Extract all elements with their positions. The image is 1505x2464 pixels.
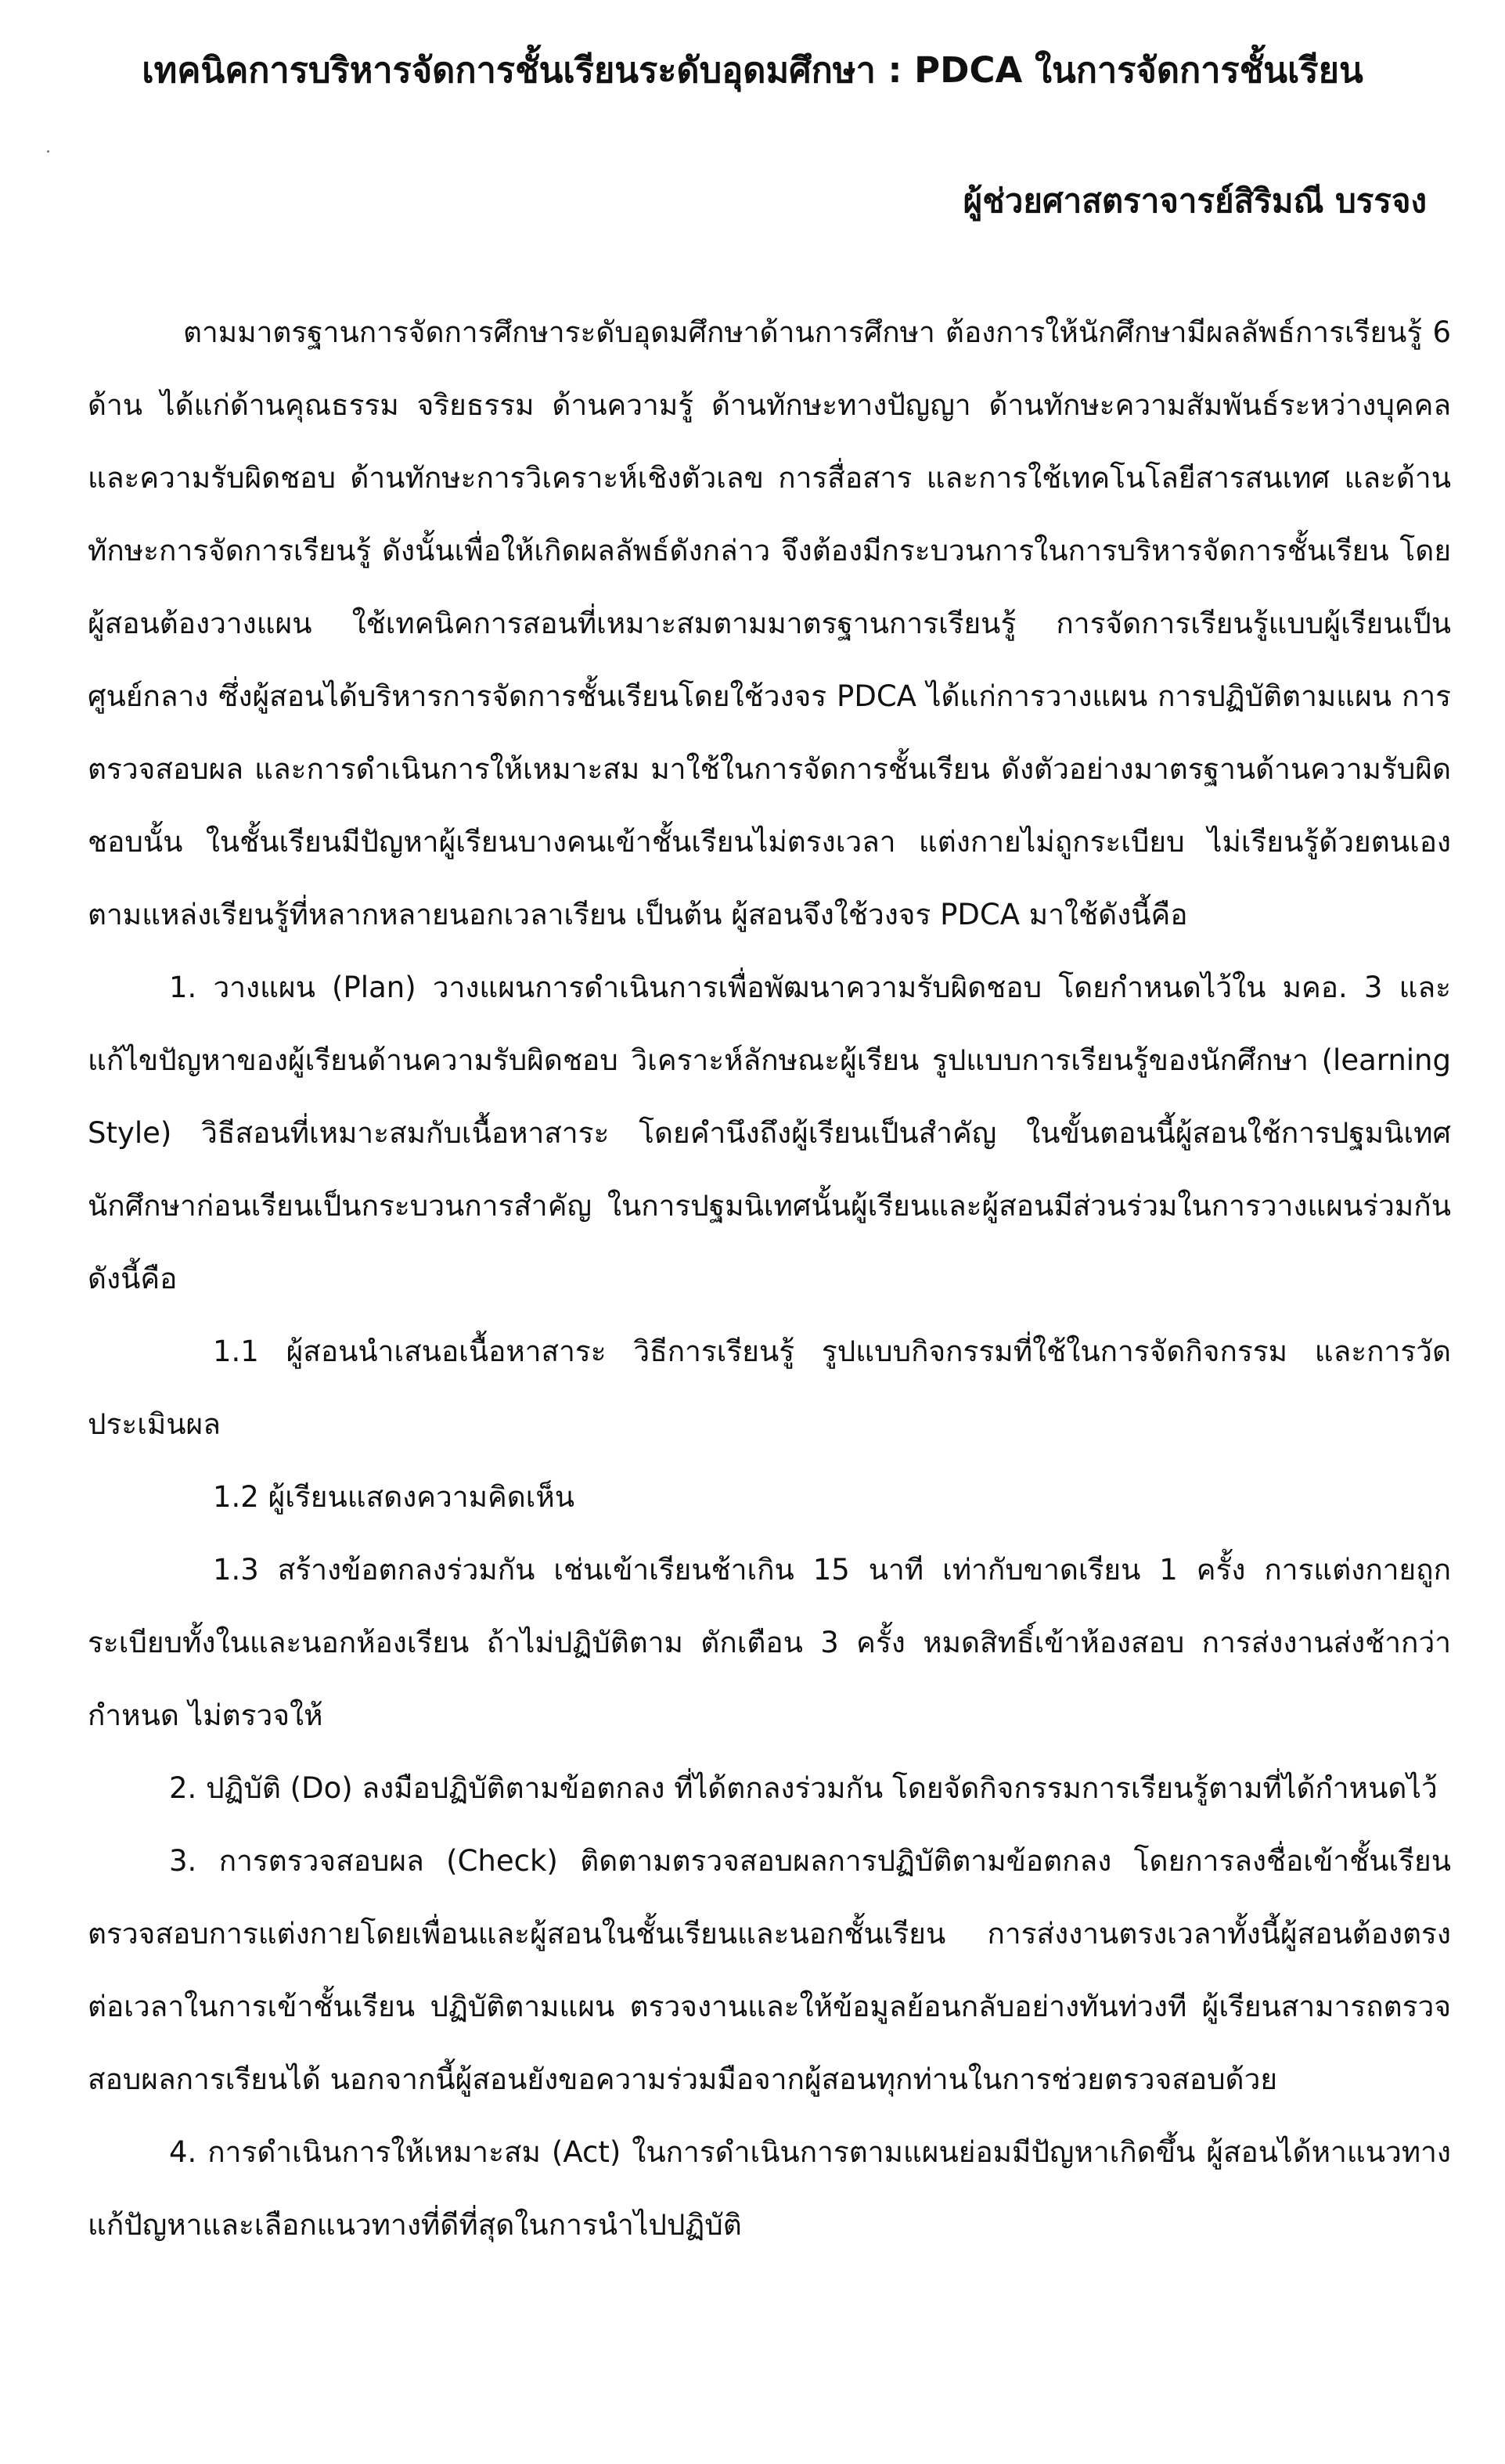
step-1-3-paragraph: 1.3 สร้างข้อตกลงร่วมกัน เช่นเข้าเรียนช้าเกิน 15 นาที เท่ากับขาดเรียน 1 ครั้ง การแต่งกายถูกระเบียบทั้งในและนอกห้องเรียน ถ้าไม่ปฏิบัติตาม ตักเตือน 3 ครั้ง หมดสิทธิ์เข้าห้องสอบ การส่งงานส่งช้ากว่ากำหนด ไม่ตรวจให้ (88, 1553, 1451, 1732)
intro-paragraph: ตามมาตรฐานการจัดการศึกษาระดับอุดมศึกษาด้านการศึกษา ต้องการให้นักศึกษามีผลลัพธ์การเรียนรู้ 6 ด้าน ได้แก่ด้านคุณธรรม จริยธรรม ด้านความรู้ ด้านทักษะทางปัญญา ด้านทักษะความสัมพันธ์ระหว่างบุคคลและความรับผิดชอบ ด้านทักษะการวิเคราะห์เชิงตัวเลข การสื่อสาร และการใช้เทคโนโลยีสารสนเทศ และด้านทักษะการจัดการเรียนรู้ ดังนั้นเพื่อให้เกิดผลลัพธ์ดังกล่าว จึงต้องมีกระบวนการในการบริหารจัดการชั้นเรียน โดยผู้สอนต้องวางแผน ใช้เทคนิคการสอนที่เหมาะสมตามมาตรฐานการเรียนรู้ การจัดการเรียนรู้แบบผู้เรียนเป็นศูนย์กลาง ซึ่งผู้สอนได้บริหารการจัดการชั้นเรียนโดยใช้วงจร PDCA ได้แก่การวางแผน การปฏิบัติตามแผน การตรวจสอบผล และการดำเนินการให้เหมาะสม มาใช้ในการจัดการชั้นเรียน ดังตัวอย่างมาตรฐานด้านความรับผิดชอบนั้น ในชั้นเรียนมีปัญหาผู้เรียนบางคนเข้าชั้นเรียนไม่ตรงเวลา แต่งกายไม่ถูกระเบียบ ไม่เรียนรู้ด้วยตนเองตามแหล่งเรียนรู้ที่หลากหลายนอกเวลาเรียน เป็นต้น ผู้สอนจึงใช้วงจร PDCA มาใช้ดังนี้คือ (88, 315, 1451, 931)
step-do-paragraph: 2. ปฏิบัติ (Do) ลงมือปฏิบัติตามข้อตกลง ที่ได้ตกลงร่วมกัน โดยจัดกิจกรรมการเรียนรู้ตามที่ได้กำหนดไว้ (169, 1771, 1438, 1805)
document-author: ผู้ช่วยศาสตราจารย์สิริมณี บรรจง (963, 182, 1427, 220)
step-act-paragraph: 4. การดำเนินการให้เหมาะสม (Act) ในการดำเนินการตามแผนย่อมมีปัญหาเกิดขึ้น ผู้สอนได้หาแนวทางแก้ปัญหาและเลือกแนวทางที่ดีที่สุดในการนำไปปฏิบัติ (88, 2135, 1451, 2242)
step-1-2-paragraph: 1.2 ผู้เรียนแสดงความคิดเห็น (213, 1480, 575, 1514)
step-plan-paragraph: 1. วางแผน (Plan) วางแผนการดำเนินการเพื่อพัฒนาความรับผิดชอบ โดยกำหนดไว้ใน มคอ. 3 และแก้ไขปัญหาของผู้เรียนด้านความรับผิดชอบ วิเคราะห์ลักษณะผู้เรียน รูปแบบการเรียนรู้ของนักศึกษา (learning Style) วิธีสอนที่เหมาะสมกับเนื้อหาสาระ โดยคำนึงถึงผู้เรียนเป็นสำคัญ ในขั้นตอนนี้ผู้สอนใช้การปฐมนิเทศนักศึกษาก่อนเรียนเป็นกระบวนการสำคัญ ในการปฐมนิเทศนั้นผู้เรียนและผู้สอนมีส่วนร่วมในการวางแผนร่วมกัน ดังนี้คือ (88, 971, 1451, 1295)
document-body (88, 296, 1451, 2261)
step-check-paragraph: 3. การตรวจสอบผล (Check) ติดตามตรวจสอบผลการปฏิบัติตามข้อตกลง โดยการลงชื่อเข้าชั้นเรียน ตรวจสอบการแต่งกายโดยเพื่อนและผู้สอนในชั้นเรียนและนอกชั้นเรียน การส่งงานตรงเวลาทั้งนี้ผู้สอนต้องตรงต่อเวลาในการเข้าชั้นเรียน ปฏิบัติตามแผน ตรวจงานและให้ข้อมูลย้อนกลับอย่างทันท่วงที ผู้เรียนสามารถตรวจสอบผลการเรียนได้ นอกจากนี้ผู้สอนยังขอความร่วมมือจากผู้สอนทุกท่านในการช่วยตรวจสอบด้วย (88, 1844, 1451, 2096)
scan-speck (47, 150, 49, 153)
step-1-1-paragraph: 1.1 ผู้สอนนำเสนอเนื้อหาสาระ วิธีการเรียนรู้ รูปแบบกิจกรรมที่ใช้ในการจัดกิจกรรม และการวัดประเมินผล (88, 1335, 1451, 1441)
document-title: เทคนิคการบริหารจัดการชั้นเรียนระดับอุดมศึกษา : PDCA ในการจัดการชั้นเรียน (142, 49, 1363, 91)
